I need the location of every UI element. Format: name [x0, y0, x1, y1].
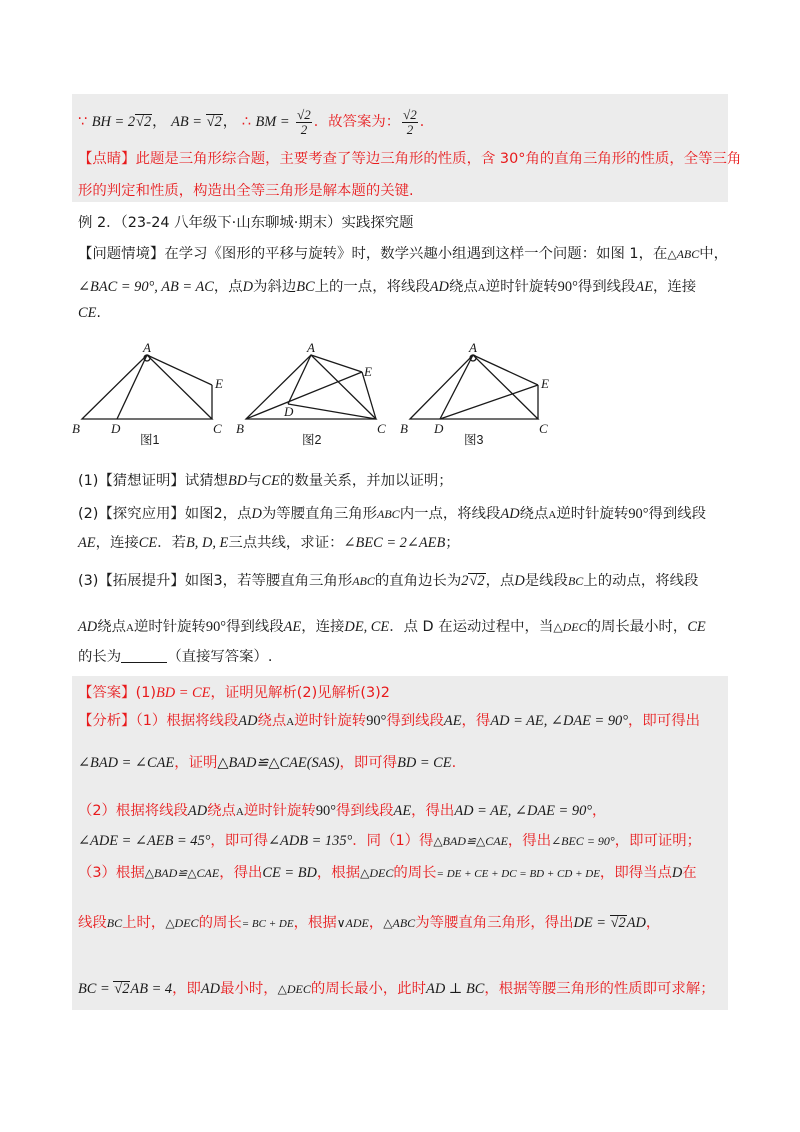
- analysis-line-7: BC = √2AB = 4，即AD最小时，△DEC的周长最小，此时AD ⊥ BC，根据等腰三角形的性质即可求解；: [78, 981, 715, 997]
- question-2-line-1: (2)【探究应用】如图2，点D为等腰直角三角形ABC内一点，将线段AD绕点A逆时针旋转90°得到线段: [78, 506, 707, 522]
- fig3-caption: 图3: [464, 433, 484, 447]
- situation-line-1: 【问题情境】在学习《图形的平移与旋转》时，数学兴趣小组遇到这样一个问题：如图 1，在△ABC中，: [78, 246, 729, 262]
- question-2-line-2: AE，连接CE．若B, D, E三点共线，求证：∠BEC = 2∠AEB；: [78, 535, 460, 551]
- situation-line-2: ∠BAC = 90°, AB = AC，点D为斜边BC上的一点，将线段AD绕点A逆时针旋转90°得到线段AE，连接: [78, 279, 697, 295]
- fig1-label-a: A: [143, 340, 151, 355]
- top-solution-line: ∵ BH = 2√2， AB = √2， ∴ BM = $\frac{√2}{2}$ ．故答案为： $\frac{√2}{2}$ ．: [78, 107, 435, 137]
- figure-2: [246, 355, 376, 419]
- fig1-label-c: C: [213, 421, 222, 436]
- fig2-caption: 图2: [302, 433, 322, 447]
- fig3-label-c: C: [539, 421, 548, 436]
- fig1-label-b: B: [72, 421, 80, 436]
- example-header: 例 2．（23-24 八年级下·山东聊城·期末）实践探究题: [78, 215, 414, 231]
- fig1-caption: 图1: [140, 433, 160, 447]
- figures-panel: [0, 340, 800, 460]
- analysis-line-4: ∠ADE = ∠AEB = 45°，即可得∠ADB = 135°．同（1）得△BAD≌△CAE，得出∠BEC = 90°，即可证明；: [78, 833, 702, 849]
- fig2-label-d: D: [284, 404, 294, 419]
- question-1: (1)【猜想证明】试猜想BD与CE的数量关系，并加以证明；: [78, 473, 453, 489]
- answer-line: 【答案】(1)BD = CE，证明见解析(2)见解析(3)2: [78, 685, 390, 701]
- situation-line-3: CE.: [78, 305, 101, 321]
- analysis-line-3: （2）根据将线段AD绕点A逆时针旋转90°得到线段AE，得出AD = AE, ∠DAE = 90°，: [78, 803, 607, 819]
- figure-1: [82, 355, 212, 419]
- note-line-1: 【点睛】此题是三角形综合题，主要考查了等边三角形的性质，含 30°角的直角三角形的性质，全等三角: [78, 151, 742, 167]
- question-3-line-2: AD绕点A逆时针旋转90°得到线段AE，连接DE, CE．点 D 在运动过程中，当△DEC的周长最小时，CE: [78, 619, 706, 635]
- fig2-label-b: B: [236, 421, 244, 436]
- analysis-line-5: （3）根据△BAD≌△CAE，得出CE = BD，根据△DEC的周长= DE + CE + DC = BD + CD + DE，即得当点D在: [78, 865, 697, 881]
- situation-label: 【问题情境】: [78, 246, 165, 262]
- fig2-label-a: A: [307, 340, 315, 355]
- fig1-label-e: E: [215, 376, 223, 391]
- fig3-label-a: A: [469, 340, 477, 355]
- answer-label: 【答案】: [78, 685, 136, 701]
- fig3-label-b: B: [400, 421, 408, 436]
- fig2-label-c: C: [377, 421, 386, 436]
- question-3-line-3: 的长为 （直接写答案）.: [78, 649, 273, 665]
- note-line-2: 形的判定和性质，构造出全等三角形是解本题的关键.: [78, 183, 414, 199]
- fig2-label-e: E: [364, 364, 372, 379]
- question-3-line-1: (3)【拓展提升】如图3，若等腰直角三角形ABC的直角边长为2√2，点D是线段BC上的动点，将线段: [78, 573, 699, 589]
- sqrt-bh: √2: [136, 114, 152, 131]
- q3-label: 【拓展提升】: [98, 573, 185, 589]
- analysis-line-6: 线段BC上时，△DEC的周长= BC + DE，根据∨ADE，△ABC为等腰直角三角形，得出DE = √2AD，: [78, 915, 661, 931]
- note-label: 【点睛】: [78, 151, 136, 167]
- figure-3: [410, 355, 538, 419]
- fraction-bm: $\frac{√2}{2}$: [297, 107, 311, 137]
- fig3-label-d: D: [434, 421, 444, 436]
- analysis-line-1: 【分析】（1）根据将线段AD绕点A逆时针旋转90°得到线段AE，得AD = AE, ∠DAE = 90°，即可得出: [78, 713, 700, 729]
- q1-label: 【猜想证明】: [98, 473, 185, 489]
- fraction-answer: $\frac{√2}{2}$: [403, 107, 417, 137]
- sqrt-ab: √2: [206, 114, 222, 131]
- fig1-label-d: D: [111, 421, 121, 436]
- fig3-label-e: E: [541, 376, 549, 391]
- q2-label: 【探究应用】: [98, 506, 185, 522]
- answer-blank[interactable]: [121, 648, 167, 663]
- analysis-label: 【分析】: [78, 713, 136, 729]
- sqrt-leg: √2: [469, 573, 485, 589]
- analysis-line-2: ∠BAD = ∠CAE，证明△BAD≌△CAE(SAS)，即可得BD = CE.: [78, 755, 457, 771]
